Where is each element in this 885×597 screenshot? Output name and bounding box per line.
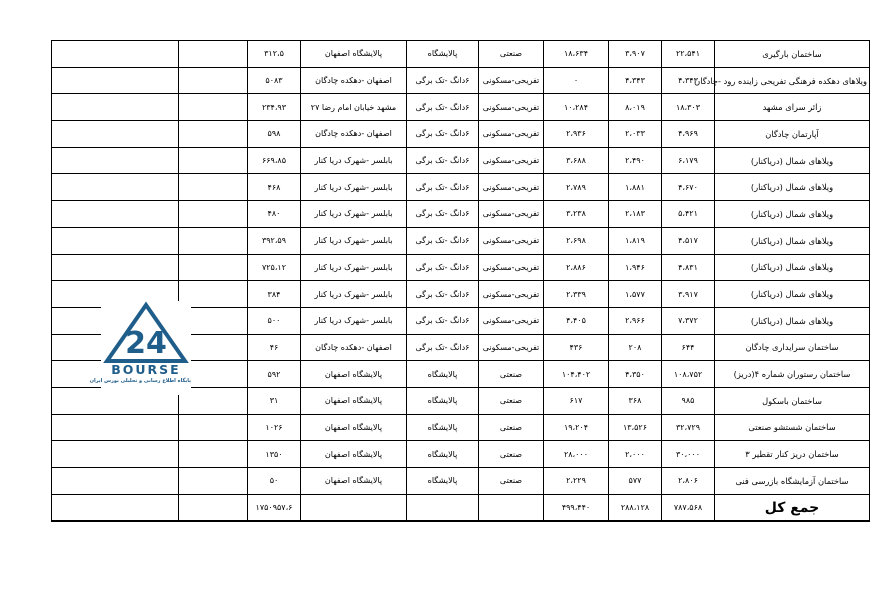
table-row [52, 201, 870, 228]
empty-col-1 [52, 121, 179, 148]
value-cell: ۱۳۵۰ [248, 441, 301, 468]
deed-cell: ۶دانگ -تک برگی [407, 281, 479, 308]
usage-cell: تفریحی-مسکونی [479, 254, 544, 281]
building-name-cell: ویلاهای شمال (دریاکنار) [715, 254, 870, 281]
building-name-cell: ویلاهای شمال (دریاکنار) [715, 174, 870, 201]
col1-cell: ۴،۸۳۱ [662, 254, 715, 281]
value-cell: ۵۰ [248, 468, 301, 495]
logo-tagline: پایگاه اطلاع رسانی و تحلیلی بورس ایران [89, 378, 191, 384]
col1-cell: ۳،۹۱۷ [662, 281, 715, 308]
empty-col-1 [52, 227, 179, 254]
building-name-cell: جمع کل [715, 494, 870, 521]
building-name-cell: آپارتمان چادگان [715, 121, 870, 148]
col3-cell: ۶۱۷ [544, 387, 609, 414]
empty-col-2 [179, 201, 248, 228]
col2-cell: ۱۳،۵۲۶ [609, 414, 662, 441]
building-name-cell: ساختمان بارگیری [715, 41, 870, 68]
col1-cell: ۳۲،۷۲۹ [662, 414, 715, 441]
value-cell: ۷۲۵،۱۲ [248, 254, 301, 281]
value-cell: ۵۹۸ [248, 121, 301, 148]
col1-cell: ۲،۸۰۶ [662, 468, 715, 495]
location-cell: پالایشگاه اصفهان [301, 361, 407, 388]
deed-cell: پالایشگاه [407, 41, 479, 68]
usage-cell: تفریحی-مسکونی [479, 307, 544, 334]
usage-cell: صنعتی [479, 468, 544, 495]
deed-cell: پالایشگاه [407, 468, 479, 495]
empty-col-2 [179, 67, 248, 94]
col2-cell: ۱،۸۸۱ [609, 174, 662, 201]
usage-cell: صنعتی [479, 361, 544, 388]
usage-cell: صنعتی [479, 41, 544, 68]
location-cell: پالایشگاه اصفهان [301, 41, 407, 68]
col3-cell: ۲،۳۳۹ [544, 281, 609, 308]
value-cell: ۲۳۴،۹۳ [248, 94, 301, 121]
col3-cell: ۲،۶۹۸ [544, 227, 609, 254]
value-cell: ۳۸۴ [248, 281, 301, 308]
deed-cell: ۶دانگ -تک برگی [407, 254, 479, 281]
bourse24-logo [89, 301, 191, 395]
deed-cell: ۶دانگ -تک برگی [407, 121, 479, 148]
table-row [52, 121, 870, 148]
empty-col-2 [179, 227, 248, 254]
col2-cell: ۲۰۸ [609, 334, 662, 361]
col2-cell: ۱،۹۴۶ [609, 254, 662, 281]
col1-cell: ۹۸۵ [662, 387, 715, 414]
empty-col-2 [179, 121, 248, 148]
empty-col-2 [179, 174, 248, 201]
col1-cell: ۶،۱۷۹ [662, 147, 715, 174]
location-cell [301, 494, 407, 521]
empty-col-2 [179, 441, 248, 468]
building-name-cell: ساختمان آزمایشگاه بازرسی فنی [715, 468, 870, 495]
col3-cell: ۱۸،۶۳۴ [544, 41, 609, 68]
deed-cell: ۶دانگ -تک برگی [407, 147, 479, 174]
col2-cell: ۵۷۷ [609, 468, 662, 495]
location-cell: بابلسر -شهرک دریا کنار [301, 174, 407, 201]
empty-col-1 [52, 67, 179, 94]
value-cell: ۵۹۲ [248, 361, 301, 388]
empty-col-2 [179, 494, 248, 521]
deed-cell: پالایشگاه [407, 387, 479, 414]
table-row [52, 41, 870, 68]
location-cell: اصفهان -دهکده چادگان [301, 334, 407, 361]
value-cell: ۵۰۸۳ [248, 67, 301, 94]
usage-cell: تفریحی-مسکونی [479, 94, 544, 121]
col3-cell: ۲،۹۳۶ [544, 121, 609, 148]
deed-cell: پالایشگاه [407, 414, 479, 441]
col1-cell: ۷،۳۷۲ [662, 307, 715, 334]
empty-col-1 [52, 441, 179, 468]
deed-cell: پالایشگاه [407, 441, 479, 468]
empty-col-2 [179, 41, 248, 68]
total-row [52, 494, 870, 521]
col3-cell: ۱۰،۲۸۴ [544, 94, 609, 121]
empty-col-1 [52, 254, 179, 281]
usage-cell: تفریحی-مسکونی [479, 67, 544, 94]
empty-col-1 [52, 201, 179, 228]
value-cell: ۳۹۲،۵۹ [248, 227, 301, 254]
col1-cell: ۳۰،۰۰۰ [662, 441, 715, 468]
logo-wordmark: BOURSE [111, 362, 181, 377]
building-name-cell: ویلاهای شمال (دریاکنار) [715, 281, 870, 308]
usage-cell: تفریحی-مسکونی [479, 281, 544, 308]
building-name-cell: ساختمان باسکول [715, 387, 870, 414]
location-cell: پالایشگاه اصفهان [301, 468, 407, 495]
empty-col-1 [52, 41, 179, 68]
col1-cell: ۶۴۴ [662, 334, 715, 361]
deed-cell: ۶دانگ -تک برگی [407, 227, 479, 254]
value-cell: ۴۶۸ [248, 174, 301, 201]
value-cell: ۵۰۰ [248, 307, 301, 334]
deed-cell: ۶دانگ -تک برگی [407, 201, 479, 228]
empty-col-2 [179, 254, 248, 281]
value-cell: ۴۸۰ [248, 201, 301, 228]
col3-cell: ۲،۸۸۶ [544, 254, 609, 281]
col2-cell: ۲،۴۹۰ [609, 147, 662, 174]
col1-cell: ۲۲،۵۴۱ [662, 41, 715, 68]
col3-cell: ۴،۴۰۵ [544, 307, 609, 334]
value-cell: ۶۶۹،۸۵ [248, 147, 301, 174]
col1-cell: ۴،۶۷۰ [662, 174, 715, 201]
location-cell: پالایشگاه اصفهان [301, 414, 407, 441]
deed-cell: ۶دانگ -تک برگی [407, 307, 479, 334]
deed-cell: ۶دانگ -تک برگی [407, 94, 479, 121]
table-row [52, 94, 870, 121]
col1-cell: ۱۸،۳۰۳ [662, 94, 715, 121]
col2-cell: ۱،۸۱۹ [609, 227, 662, 254]
table-row [52, 254, 870, 281]
empty-col-1 [52, 147, 179, 174]
location-cell: بابلسر -شهرک دریا کنار [301, 201, 407, 228]
table-row [52, 468, 870, 495]
location-cell: بابلسر -شهرک دریا کنار [301, 307, 407, 334]
col1-cell: ۴،۹۶۹ [662, 121, 715, 148]
location-cell: مشهد خیابان امام رضا ۲۷ [301, 94, 407, 121]
deed-cell: پالایشگاه [407, 361, 479, 388]
table-row [52, 67, 870, 94]
col2-cell: ۱،۵۷۷ [609, 281, 662, 308]
col3-cell: ۲۸،۰۰۰ [544, 441, 609, 468]
value-cell: ۱۷۵۰۹۵۷،۶ [248, 494, 301, 521]
value-cell: ۴۶ [248, 334, 301, 361]
table-row [52, 147, 870, 174]
col1-cell: ۴،۵۱۷ [662, 227, 715, 254]
col2-cell: ۴،۳۵۰ [609, 361, 662, 388]
empty-col-1 [52, 468, 179, 495]
location-cell: بابلسر -شهرک دریا کنار [301, 281, 407, 308]
usage-cell: تفریحی-مسکونی [479, 121, 544, 148]
deed-cell: ۶دانگ -تک برگی [407, 174, 479, 201]
col2-cell: ۲،۹۶۶ [609, 307, 662, 334]
empty-col-1 [52, 414, 179, 441]
col2-cell: ۳۶۸ [609, 387, 662, 414]
usage-cell: تفریحی-مسکونی [479, 201, 544, 228]
location-cell: اصفهان -دهکده چادگان [301, 121, 407, 148]
col2-cell: ۲۸۸،۱۲۸ [609, 494, 662, 521]
deed-cell: ۶دانگ -تک برگی [407, 334, 479, 361]
empty-col-2 [179, 414, 248, 441]
usage-cell: تفریحی-مسکونی [479, 334, 544, 361]
building-name-cell: ساختمان شستشو صنعتی [715, 414, 870, 441]
col3-cell: ۱۹،۲۰۴ [544, 414, 609, 441]
building-name-cell: زائر سرای مشهد [715, 94, 870, 121]
col3-cell: ۴۹۹،۴۴۰ [544, 494, 609, 521]
building-name-cell: ویلاهای شمال (دریاکنار) [715, 227, 870, 254]
usage-cell [479, 494, 544, 521]
logo-digits: 24 [125, 326, 167, 361]
table-row [52, 227, 870, 254]
usage-cell: تفریحی-مسکونی [479, 227, 544, 254]
location-cell: پالایشگاه اصفهان [301, 387, 407, 414]
location-cell: اصفهان -دهکده چادگان [301, 67, 407, 94]
col3-cell: ۳،۲۳۸ [544, 201, 609, 228]
col2-cell: ۲،۰۳۳ [609, 121, 662, 148]
building-name-cell: ویلاهای شمال (دریاکنار) [715, 147, 870, 174]
building-name-cell: ویلاهای شمال (دریاکنار) [715, 307, 870, 334]
empty-col-2 [179, 468, 248, 495]
col1-cell: ۴،۳۴۳ [662, 67, 715, 94]
location-cell: بابلسر -شهرک دریا کنار [301, 254, 407, 281]
empty-col-2 [179, 94, 248, 121]
building-name-cell: ویلاهای دهکده فرهنگی تفریحی زاینده رود -چادگان [715, 67, 870, 94]
col3-cell: ۲،۲۲۹ [544, 468, 609, 495]
table-row [52, 441, 870, 468]
usage-cell: صنعتی [479, 414, 544, 441]
location-cell: پالایشگاه اصفهان [301, 441, 407, 468]
deed-cell: ۶دانگ -تک برگی [407, 67, 479, 94]
col2-cell: ۲،۰۰۰ [609, 441, 662, 468]
usage-cell: صنعتی [479, 441, 544, 468]
col1-cell: ۵،۴۲۱ [662, 201, 715, 228]
usage-cell: تفریحی-مسکونی [479, 147, 544, 174]
location-cell: بابلسر -شهرک دریا کنار [301, 147, 407, 174]
col3-cell: ۰ [544, 67, 609, 94]
deed-cell [407, 494, 479, 521]
usage-cell: تفریحی-مسکونی [479, 174, 544, 201]
col1-cell: ۱۰۸،۷۵۲ [662, 361, 715, 388]
col3-cell: ۳،۶۸۸ [544, 147, 609, 174]
usage-cell: صنعتی [479, 387, 544, 414]
table-row [52, 414, 870, 441]
value-cell: ۳۱۲،۵ [248, 41, 301, 68]
col2-cell: ۲،۱۸۳ [609, 201, 662, 228]
building-name-cell: ساختمان رستوران شماره ۴(دریز) [715, 361, 870, 388]
col3-cell: ۴۳۶ [544, 334, 609, 361]
logo-emblem [101, 301, 191, 363]
empty-col-1 [52, 494, 179, 521]
empty-col-1 [52, 174, 179, 201]
empty-col-2 [179, 147, 248, 174]
col3-cell: ۲،۷۸۹ [544, 174, 609, 201]
assets-table [51, 40, 870, 522]
empty-col-1 [52, 94, 179, 121]
col2-cell: ۳،۹۰۷ [609, 41, 662, 68]
building-name-cell: ساختمان دریز کنار تقطیر ۳ [715, 441, 870, 468]
building-name-cell: ساختمان سرایداری چادگان [715, 334, 870, 361]
col2-cell: ۴،۳۴۳ [609, 67, 662, 94]
col1-cell: ۷۸۷،۵۶۸ [662, 494, 715, 521]
location-cell: بابلسر -شهرک دریا کنار [301, 227, 407, 254]
col2-cell: ۸،۰۱۹ [609, 94, 662, 121]
table-row [52, 174, 870, 201]
value-cell: ۳۱ [248, 387, 301, 414]
col3-cell: ۱۰۴،۴۰۲ [544, 361, 609, 388]
building-name-cell: ویلاهای شمال (دریاکنار) [715, 201, 870, 228]
value-cell: ۱۰۲۶ [248, 414, 301, 441]
